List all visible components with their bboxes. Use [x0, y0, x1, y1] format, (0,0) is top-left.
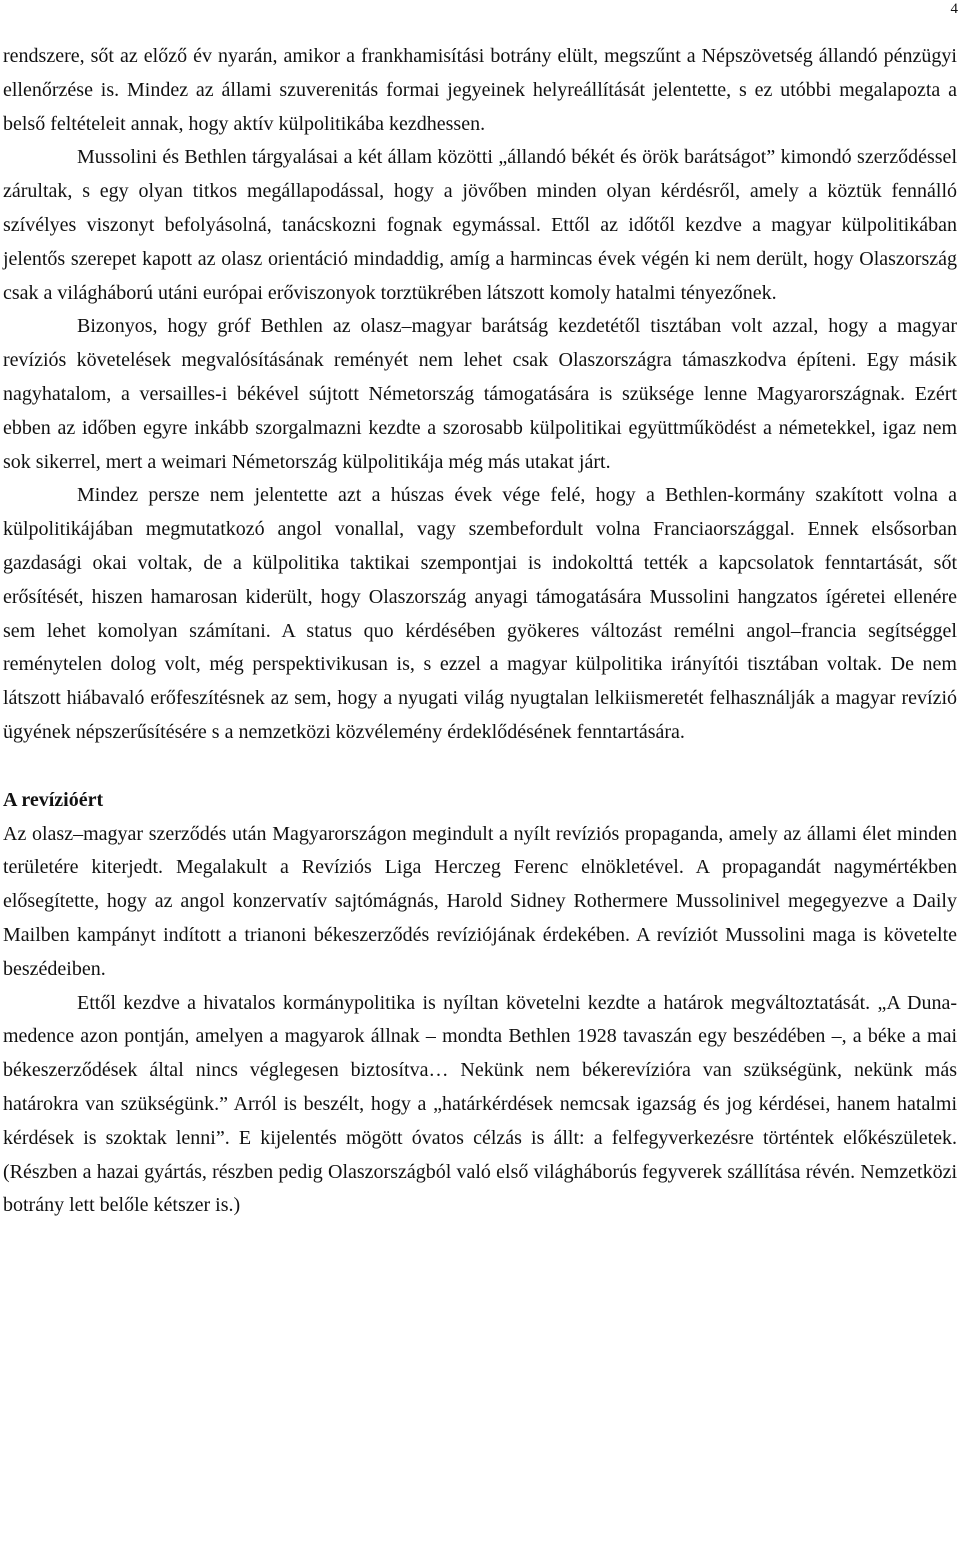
page-number: 4: [950, 1, 958, 17]
section-heading: A revízióért: [3, 788, 104, 811]
paragraph: Mindez persze nem jelentette azt a húszas évek vége felé, hogy a Bethlen-kormány szakított volna a külpolitikájában megmutatkozó angol vonallal, vagy szembefordult volna Franciaországgal. Ennek elsősorban gazdasági okai voltak, de a külpolitika taktikai szempontjai is indokolttá tették a kapcsolatok fenntartását, sőt erősítését, hiszen hamarosan kiderült, hogy Olaszország anyagi támogatására Mussolini hangzatos ígéretei ellenére sem lehet komolyan számítani. A status quo kérdésében gyökeres változást remélni angol–francia segítséggel reménytelen dolog volt, még perspektivikusan is, s ezzel a magyar külpolitika irányítói tisztában voltak. De nem látszott hiábavaló erőfeszítésnek az sem, hogy a nyugati világ nyugtalan lelkiismeretét felhasználják a magyar revízió ügyének népszerűsítésére s a nemzetközi közvélemény érdeklődésének fenntartására.: [3, 484, 957, 743]
paragraph: rendszere, sőt az előző év nyarán, amikor a frankhamisítási botrány elült, megszűnt a Népszövetség állandó pénzügyi ellenőrzése is. Mindez az állami szuverenitás formai jegyeinek helyreállítását jelentette, s ez utóbbi megalapozta a belső feltételeit annak, hogy aktív külpolitikába kezdhessen.: [3, 45, 957, 135]
document-body: [3, 40, 957, 1223]
paragraph: Az olasz–magyar szerződés után Magyarországon megindult a nyílt revíziós propaganda, amely az állami élet minden területére kiterjedt. Megalakult a Revíziós Liga Herczeg Ferenc elnökletével. A propagandát nagymértékben elősegítette, hogy az angol konzervatív sajtómágnás, Harold Sidney Rothermere Mussolinivel megegyezve a Daily Mailben kampányt indított a trianoni békeszerződés revíziójának érdekében. A revíziót Mussolini maga is követelte beszédeiben.: [3, 822, 957, 980]
paragraph: Ettől kezdve a hivatalos kormánypolitika is nyíltan követelni kezdte a határok megváltoztatását. „A Duna-medence azon pontján, amelyen a magyarok állnak – mondta Bethlen 1928 tavaszán egy beszédében –, a béke a mai békeszerződések által nincs véglegesen biztosítva… Nekünk nem békerevízióra van szükségünk, nekünk más határokra van szükségünk.” Arról is beszélt, hogy a „határkérdések nemcsak igazság és jog kérdései, hanem hatalmi kérdések is szoktak lenni”. E kijelentés mögött óvatos célzás is állt: a felfegyverkezésre történtek előkészületek. (Részben a hazai gyártás, részben pedig Olaszországból való első világháborús fegyverek szállítása révén. Nemzetközi botrány lett belőle kétszer is.): [3, 991, 957, 1217]
paragraph: Bizonyos, hogy gróf Bethlen az olasz–magyar barátság kezdetétől tisztában volt azzal, hogy a magyar revíziós követelések megvalósításának reményét nem lehet csak Olaszországra támaszkodva építeni. Egy másik nagyhatalom, a versailles-i békével sújtott Németország támogatására is szüksége lenne Magyarországnak. Ezért ebben az időben egyre inkább szorgalmazni kezdte a szorosabb külpolitikai együttműködést a németekkel, igaz nem sok sikerrel, mert a weimari Németország külpolitikája még más utakat járt.: [3, 315, 957, 473]
paragraph: Mussolini és Bethlen tárgyalásai a két állam közötti „állandó békét és örök barátságot” kimondó szerződéssel zárultak, s egy olyan titkos megállapodással, hogy a jövőben minden olyan kérdésről, amely a köztük fennálló szívélyes viszonyt befolyásolná, tanácskozni fognak egymással. Ettől az időtől kezdve a magyar külpolitikában jelentős szerepet kapott az olasz orientáció mindaddig, amíg a harmincas évek végén ki nem derült, hogy Olaszország csak a világháború utáni európai erőviszonyok torztükrében látszott komoly hatalmi tényezőnek.: [3, 146, 957, 304]
